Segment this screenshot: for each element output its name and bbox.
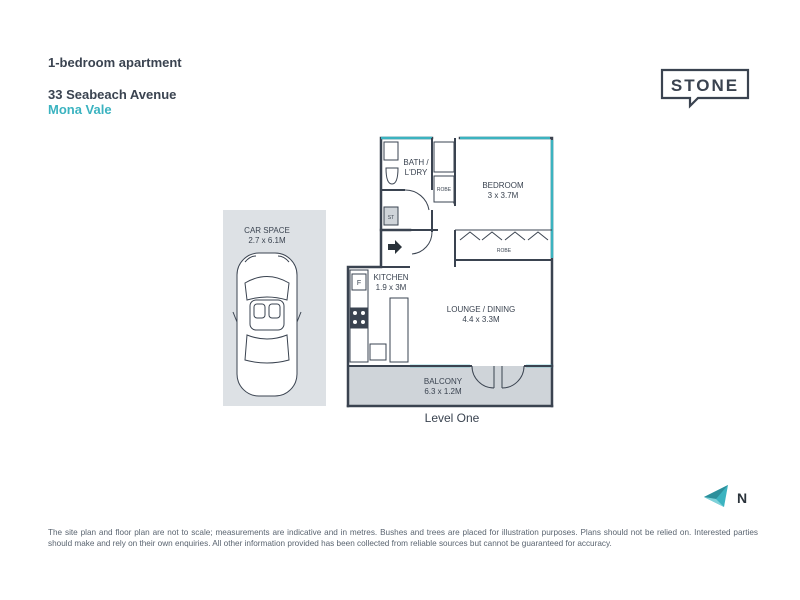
logo-text: STONE [670,76,740,95]
listing-title: 1-bedroom apartment [48,55,182,70]
disclaimer-text: The site plan and floor plan are not to scale; measurements are indicative and in metres. Bushes and trees are placed for illustration purposes. Plans should not be relied on. Interested parties should make and rely on their own enquiries. All other information provided has been collected from reliable sources but cannot be guaranteed for accuracy. [48,528,758,548]
balcony-area [348,366,552,406]
bedroom-size: 3 x 3.7M [487,191,519,200]
bath-label-line1: BATH / [403,158,429,167]
listing-suburb: Mona Vale [48,102,112,117]
bath-label-line2: L'DRY [404,168,428,177]
level-label: Level One [424,411,480,425]
lounge-size: 4.4 x 3.3M [462,315,500,324]
car-space-size: 2.7 x 6.1M [248,236,286,245]
fridge-label: F [356,280,362,287]
bedroom-label: BEDROOM [482,181,524,190]
robe-wide-label: ROBE [496,248,512,254]
car-icon [233,253,301,396]
balcony-label: BALCONY [423,377,463,386]
balcony-size: 6.3 x 1.2M [424,387,462,396]
car-space-label: CAR SPACE [244,226,290,235]
kitchen-label: KITCHEN [373,273,409,282]
compass-label: N [736,490,748,506]
robe-wide [455,230,552,240]
entry-arrow-icon [388,240,402,254]
doors [405,190,524,388]
lounge-label: LOUNGE / DINING [446,305,516,314]
storage-label: ST [387,215,395,221]
robe-small-label: ROBE [436,187,452,193]
listing-address: 33 Seabeach Avenue [48,87,177,102]
kitchen-size: 1.9 x 3M [375,283,407,292]
north-compass-icon [700,481,752,511]
